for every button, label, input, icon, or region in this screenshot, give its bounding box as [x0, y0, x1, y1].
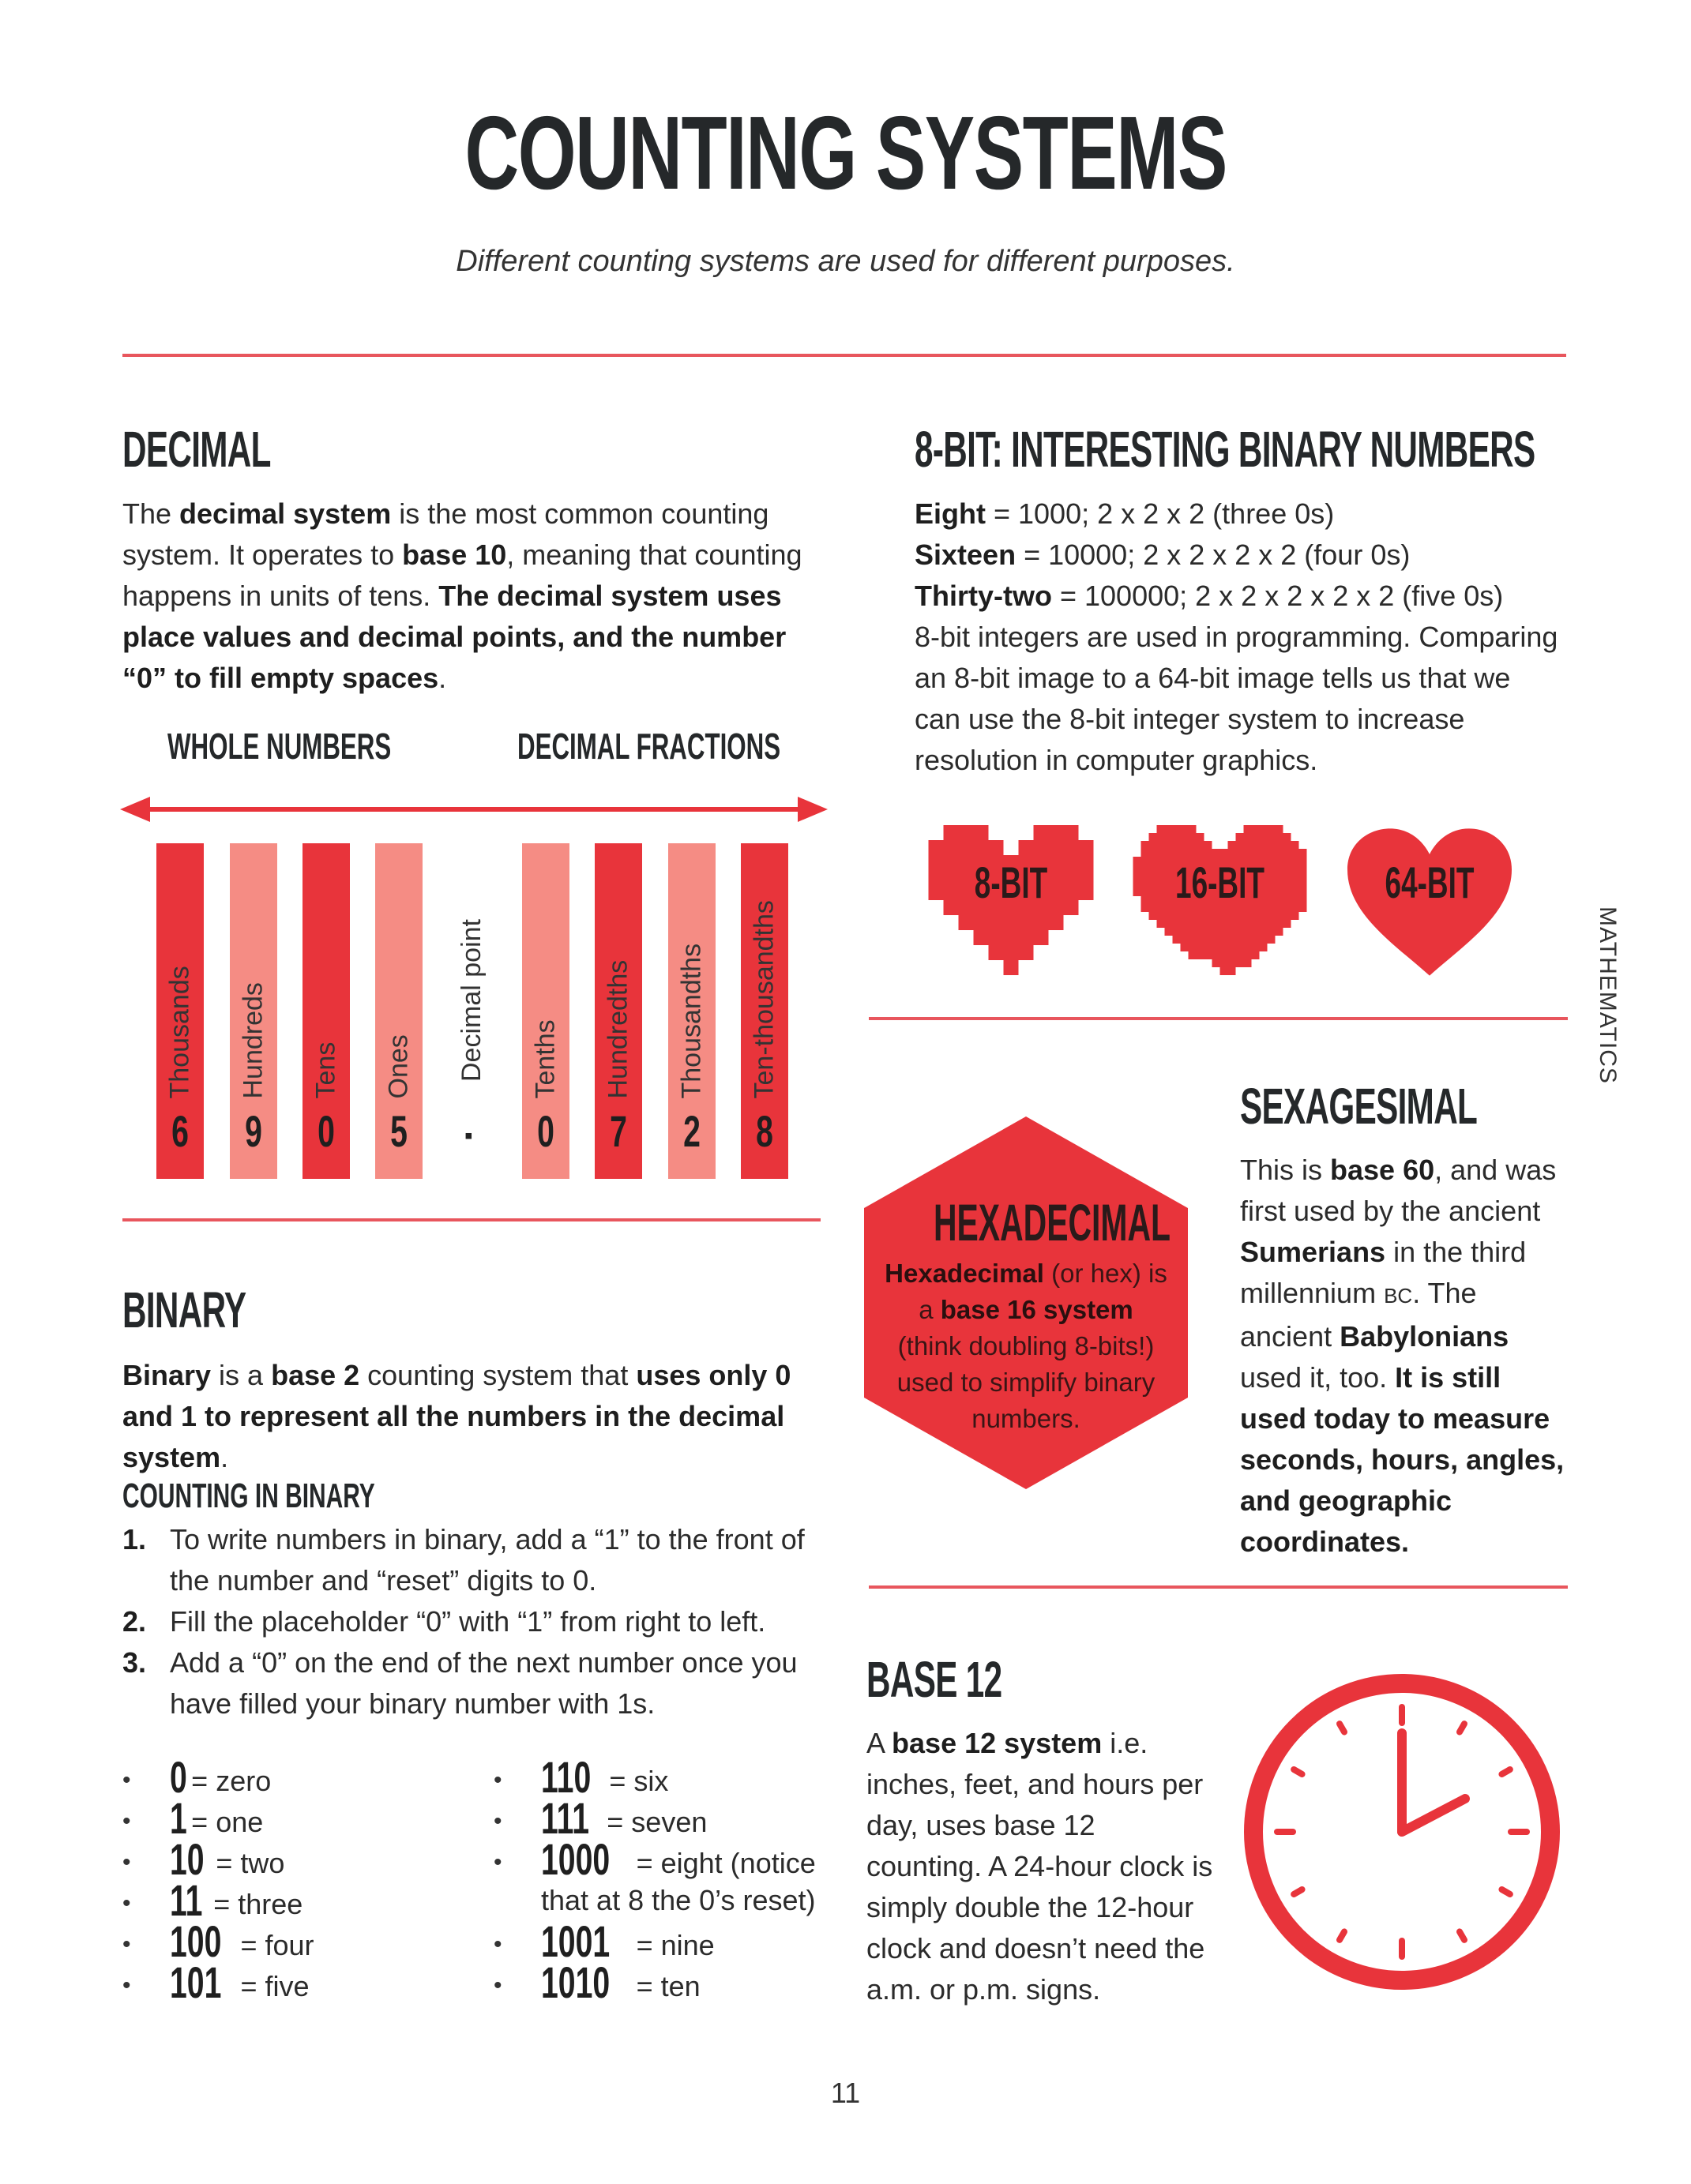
place-value-label: Tenths [530, 1019, 561, 1099]
eightbit-line: Thirty-two = 100000; 2 x 2 x 2 x 2 x 2 (five 0s) [915, 580, 1504, 612]
place-value-digit: 7 [610, 1106, 627, 1156]
heart-64bit-label: 64-BIT [1385, 857, 1475, 907]
place-value-digit: 0 [537, 1106, 554, 1156]
binary-list-item-continued: that at 8 the 0’s reset) [541, 1884, 816, 1916]
clock-icon [1236, 1666, 1568, 1998]
binary-paragraph: Binary is a base 2 counting system that uses only 0 and 1 to represent all the numbers in the decimal system. [122, 1359, 791, 1473]
place-value-label: Tens [310, 1041, 341, 1099]
binary-steps [122, 1519, 817, 1724]
place-value-bar-ones [375, 843, 423, 1179]
page-number: 11 [830, 2077, 861, 2109]
place-value-digit: 0 [318, 1106, 335, 1156]
eightbit-line: Eight = 1000; 2 x 2 x 2 (three 0s) [915, 497, 1335, 530]
binary-step: 1. To write numbers in binary, add a “1” to the front of the number and “reset” digits to 0. [122, 1523, 805, 1597]
binary-list-item: • 11 = three [122, 1875, 303, 1925]
hexadecimal-text: Hexadecimal (or hex) is a base 16 system (think doubling 8-bits!) used to simplify binary numbers. [885, 1259, 1167, 1433]
eightbit-text [915, 493, 1562, 781]
binary-list-item: • 110 = six [494, 1752, 669, 1802]
binary-list-right [494, 1752, 849, 2007]
decimal-divider [122, 1218, 821, 1221]
right-arrow-shaft [494, 807, 814, 812]
place-value-bar-thousands [156, 843, 204, 1179]
base12-heading: BASE 12 [866, 1651, 1002, 1708]
place-value-bar-hundredths [595, 843, 642, 1179]
binary-list-left [122, 1752, 438, 2007]
place-value-label: Hundreds [238, 982, 269, 1099]
place-value-label: Ones [383, 1034, 414, 1099]
binary-list-item: • 101 = five [122, 1957, 310, 2007]
binary-list-item: • 1001 = nine [494, 1916, 715, 1966]
binary-list-item: • 0 = zero [122, 1752, 272, 1802]
decimal-point-label: Decimal point [457, 919, 487, 1082]
binary-list-item: • 1010 = ten [494, 1957, 701, 2007]
clock-tick [1460, 1724, 1464, 1732]
decimal-heading: DECIMAL [122, 421, 271, 478]
place-value-digit: 2 [683, 1106, 701, 1156]
clock-tick [1501, 1769, 1509, 1774]
binary-step: 2. Fill the placeholder “0” with “1” from right to left. [122, 1605, 766, 1638]
clock-tick [1340, 1931, 1344, 1939]
decimal-fractions-label: DECIMAL FRACTIONS [517, 726, 781, 767]
eightbit-line: Sixteen = 10000; 2 x 2 x 2 x 2 (four 0s) [915, 538, 1411, 571]
eightbit-paragraph: 8-bit integers are used in programming. Comparing an 8-bit image to a 64-bit image tells us that we can use the 8-bit integer system to increase resolution in computer graphics. [915, 621, 1558, 776]
binary-list-item: • 1 = one [122, 1793, 264, 1843]
heart-8bit-label: 8-BIT [974, 857, 1048, 907]
hexadecimal-box [861, 1113, 1191, 1492]
clock-tick [1460, 1931, 1464, 1939]
sexagesimal-paragraph: This is base 60, and was first used by the ancient Sumerians in the third millennium BC. The ancient Babylonians used it, too. It is still used today to measure seconds, hours, angles, and geographic coordinates. [1240, 1154, 1565, 1558]
right-arrow-head [798, 797, 828, 822]
top-divider [122, 354, 1566, 357]
direction-arrows [118, 794, 829, 825]
clock-tick [1294, 1769, 1302, 1774]
place-value-digit: 5 [390, 1106, 408, 1156]
place-value-digit: 9 [245, 1106, 262, 1156]
clock-tick [1294, 1889, 1302, 1894]
place-value-bar-tenths [522, 843, 569, 1179]
heart-16bit-label: 16-BIT [1175, 857, 1264, 907]
whole-numbers-label: WHOLE NUMBERS [167, 726, 392, 767]
binary-list-item: • 111 = seven [494, 1793, 708, 1843]
place-value-label: Thousandths [676, 943, 707, 1099]
place-value-bar-hundreds [230, 843, 277, 1179]
place-value-label: Thousands [164, 966, 195, 1099]
left-arrow-head [120, 797, 150, 822]
page-title: COUNTING SYSTEMS [464, 95, 1227, 211]
page-subtitle: Different counting systems are used for different purposes. [456, 245, 1235, 278]
decimal-paragraph: The decimal system is the most common counting system. It operates to base 10, meaning that counting happens in units of tens. The decimal system uses place values and decimal points, and the number “0” to fill empty spaces. [122, 497, 802, 694]
eightbit-divider [869, 1017, 1568, 1020]
place-value-digit: 6 [171, 1106, 189, 1156]
side-section-label: MATHEMATICS [1595, 906, 1621, 1084]
clock-tick [1501, 1889, 1509, 1894]
eightbit-heading: 8-BIT: INTERESTING BINARY NUMBERS [915, 421, 1535, 478]
binary-list-item: • 10 = two [122, 1834, 285, 1884]
decimal-point-dot: ▪ [464, 1123, 473, 1149]
place-value-bar-tens [303, 843, 350, 1179]
place-value-bar-ten-thousandths [741, 843, 788, 1179]
base12-paragraph: A base 12 system i.e. inches, feet, and hours per day, uses base 12 counting. A 24-hour clock is simply double the 12-hour clock and doesn’t need the a.m. or p.m. signs. [866, 1727, 1213, 2006]
place-value-bar-thousandths [668, 843, 716, 1179]
sexagesimal-heading: SEXAGESIMAL [1240, 1078, 1478, 1135]
binary-list-item: • 100 = four [122, 1916, 314, 1966]
clock-tick [1340, 1724, 1344, 1732]
counting-in-binary-heading: COUNTING IN BINARY [122, 1477, 375, 1515]
place-value-label: Hundredths [603, 959, 633, 1099]
place-value-digit: 8 [756, 1106, 773, 1156]
binary-list-item: • 1000 = eight (notice [494, 1834, 816, 1884]
binary-step: 3. Add a “0” on the end of the next number once you have filled your binary number with 1s. [122, 1646, 798, 1720]
sexagesimal-divider [869, 1585, 1568, 1589]
binary-heading: BINARY [122, 1282, 246, 1338]
hexadecimal-heading: HEXADECIMAL [933, 1193, 1171, 1251]
place-value-label: Ten-thousandths [749, 900, 780, 1099]
